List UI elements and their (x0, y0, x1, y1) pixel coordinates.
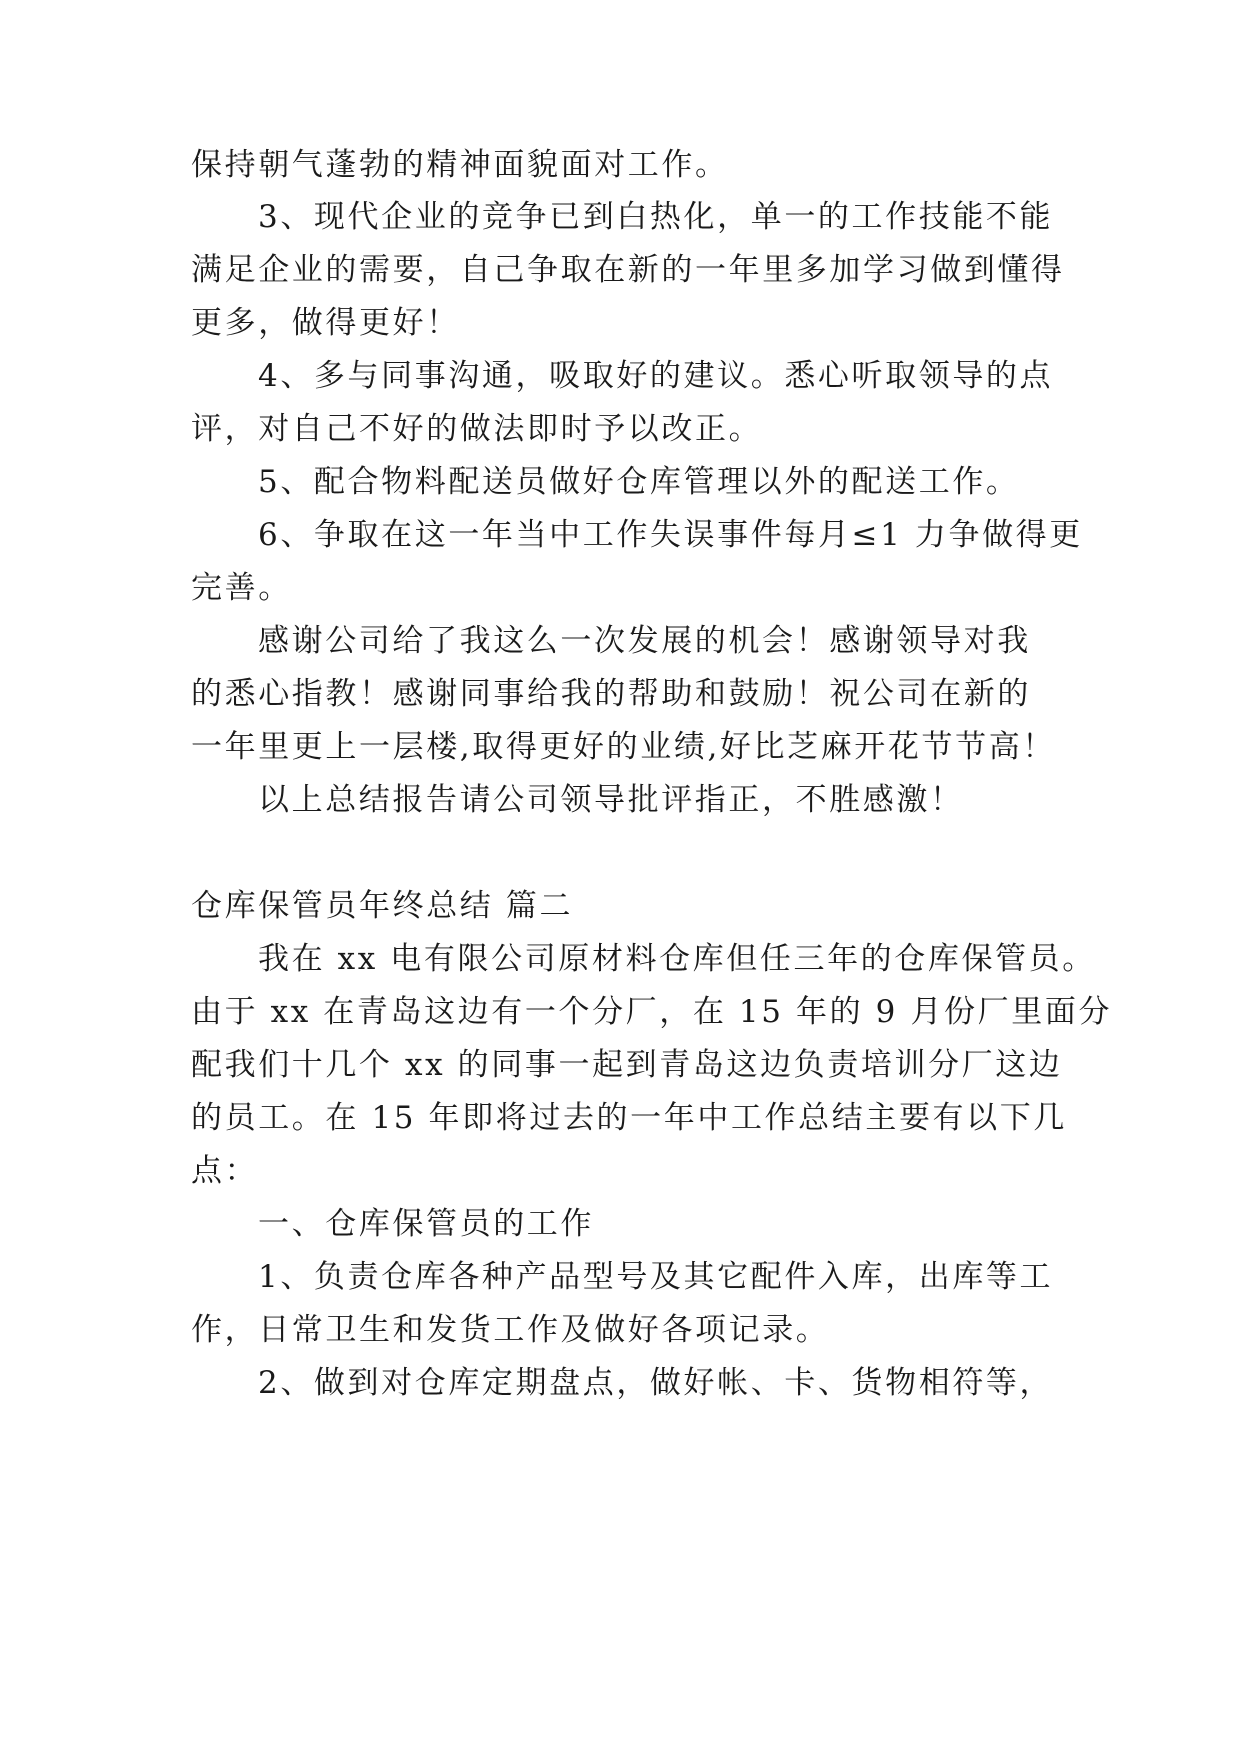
text-line: 完善。 (191, 570, 292, 606)
text-line: 我在 xx 电有限公司原材料仓库但任三年的仓库保管员。 (258, 941, 1096, 977)
text-line: 1、负责仓库各种产品型号及其它配件入库，出库等工 (258, 1259, 1054, 1295)
text-line: 3、现代企业的竞争已到白热化，单一的工作技能不能 (258, 199, 1054, 235)
text-line: 更多，做得更好！ (191, 305, 460, 341)
text-line: 的悉心指教！感谢同事给我的帮助和鼓励！祝公司在新的 (191, 676, 1031, 712)
text-line: 配我们十几个 xx 的同事一起到青岛这边负责培训分厂这边 (191, 1047, 1063, 1083)
text-line: 评，对自己不好的做法即时予以改正。 (191, 411, 763, 447)
text-line: 由于 xx 在青岛这边有一个分厂，在 15 年的 9 月份厂里面分 (191, 994, 1113, 1030)
text-line: 作，日常卫生和发货工作及做好各项记录。 (191, 1312, 830, 1348)
text-line: 2、做到对仓库定期盘点，做好帐、卡、货物相符等， (258, 1365, 1054, 1401)
text-line: 保持朝气蓬勃的精神面貌面对工作。 (191, 147, 729, 183)
text-line: 5、配合物料配送员做好仓库管理以外的配送工作。 (258, 464, 1020, 500)
text-line: 6、争取在这一年当中工作失误事件每月≤1 力争做得更 (258, 517, 1083, 553)
text-line: 的员工。在 15 年即将过去的一年中工作总结主要有以下几 (191, 1100, 1067, 1136)
text-line: 感谢公司给了我这么一次发展的机会！感谢领导对我 (258, 623, 1031, 659)
text-line: 一年里更上一层楼,取得更好的业绩,好比芝麻开花节节高！ (191, 729, 1056, 765)
text-line: 点： (191, 1153, 259, 1189)
section-heading: 仓库保管员年终总结 篇二 (191, 888, 574, 924)
text-line: 一、仓库保管员的工作 (258, 1206, 594, 1242)
text-line: 满足企业的需要，自己争取在新的一年里多加学习做到懂得 (191, 252, 1065, 288)
text-line: 4、多与同事沟通，吸取好的建议。悉心听取领导的点 (258, 358, 1054, 394)
text-line: 以上总结报告请公司领导批评指正，不胜感激！ (258, 782, 964, 818)
